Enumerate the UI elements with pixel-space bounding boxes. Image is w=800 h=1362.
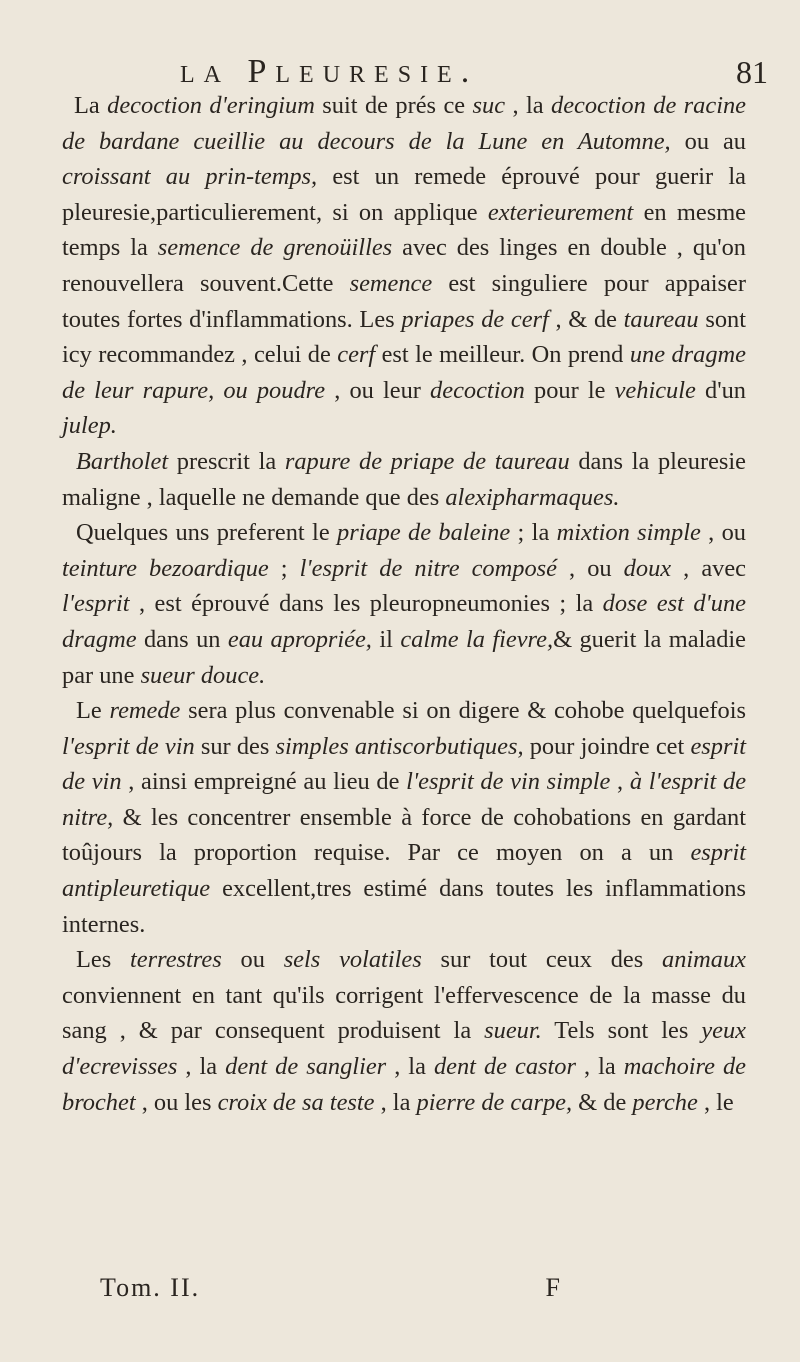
roman-text: Quelques uns preferent le bbox=[76, 519, 338, 547]
paragraph bbox=[62, 942, 746, 1120]
italic-text: yeux d'ecrevisses bbox=[62, 1017, 746, 1081]
italic-text: animaux bbox=[662, 946, 746, 974]
paragraph bbox=[62, 444, 746, 515]
italic-text: alexipharmaques. bbox=[445, 483, 620, 511]
roman-text: , est éprouvé dans les pleuropneumonies ; la bbox=[129, 590, 603, 618]
signature-mark: F bbox=[545, 1273, 560, 1302]
italic-text: vehicule bbox=[614, 376, 696, 404]
roman-text: Le bbox=[76, 697, 110, 725]
italic-text: dent de sanglier bbox=[225, 1053, 387, 1081]
roman-text: dans un bbox=[136, 625, 228, 653]
italic-text: priapes de cerf bbox=[401, 305, 549, 333]
roman-text: sur tout ceux des bbox=[421, 946, 662, 974]
italic-text: semence de grenoüilles bbox=[157, 234, 393, 262]
italic-text: semence bbox=[349, 269, 433, 297]
roman-text: sont icy recommandez , celui de bbox=[62, 305, 746, 369]
italic-text: mixtion simple bbox=[556, 519, 701, 547]
roman-text: ou bbox=[221, 946, 284, 974]
italic-text: eau apropriée, bbox=[227, 625, 372, 653]
italic-text: taureau bbox=[623, 305, 699, 333]
roman-text: , la bbox=[386, 1053, 434, 1081]
roman-text: ; bbox=[268, 554, 300, 582]
roman-text: , bbox=[610, 768, 630, 796]
roman-text: ; la bbox=[510, 519, 557, 547]
italic-text: machoire de brochet bbox=[62, 1053, 746, 1116]
roman-text: prescrit la bbox=[168, 447, 285, 475]
roman-text: , & de bbox=[548, 305, 624, 333]
roman-text: est le meilleur. On prend bbox=[375, 341, 630, 369]
roman-text: & de bbox=[572, 1088, 633, 1116]
italic-text: doux bbox=[623, 554, 672, 582]
roman-text: , ou leur bbox=[325, 376, 431, 404]
italic-text: pierre de carpe, bbox=[416, 1088, 573, 1116]
roman-text: , la bbox=[177, 1053, 226, 1081]
roman-text: dans la pleuresie maligne , laquelle ne demande que des bbox=[62, 447, 746, 511]
roman-text: pour joindre cet bbox=[523, 732, 691, 760]
roman-text: Les bbox=[76, 946, 131, 974]
italic-text: croix de sa teste bbox=[217, 1088, 375, 1116]
page-header bbox=[180, 52, 800, 92]
italic-text: une dragme de leur rapure, ou poudre bbox=[62, 341, 746, 404]
roman-text: , avec bbox=[671, 554, 747, 582]
italic-text: rapure de priape de taureau bbox=[284, 447, 570, 475]
roman-text: sur des bbox=[194, 732, 276, 760]
roman-text: est singuliere pour appaiser toutes fortes d'inflammations. Les bbox=[62, 269, 746, 333]
italic-text: sueur. bbox=[484, 1017, 542, 1045]
roman-text: , la bbox=[374, 1088, 417, 1116]
roman-text: pour le bbox=[524, 376, 615, 404]
italic-text: cerf bbox=[337, 341, 376, 369]
volume-marker: Tom. II. bbox=[100, 1273, 201, 1302]
italic-text: esprit de vin bbox=[62, 732, 746, 796]
paragraph bbox=[62, 515, 746, 693]
italic-text: julep. bbox=[62, 412, 117, 440]
roman-text: d'un bbox=[695, 376, 746, 404]
italic-text: remede bbox=[109, 697, 181, 725]
italic-text: l'esprit de vin bbox=[62, 732, 195, 760]
italic-text: calme la fievre, bbox=[400, 625, 554, 653]
page-number: 81 bbox=[736, 54, 768, 90]
paragraph bbox=[62, 88, 746, 444]
roman-text: & guerit la maladie par une bbox=[62, 625, 746, 689]
italic-text: sueur douce. bbox=[140, 661, 266, 689]
roman-text: en mesme temps la bbox=[62, 198, 746, 262]
italic-text: decoction d'eringium bbox=[107, 92, 315, 119]
roman-text: suit de prés ce bbox=[314, 92, 473, 119]
body-text bbox=[62, 88, 746, 1120]
italic-text: perche bbox=[632, 1088, 698, 1116]
page-footer bbox=[100, 1270, 560, 1306]
italic-text: croissant au prin-temps, bbox=[62, 163, 318, 191]
italic-text: terrestres bbox=[130, 946, 222, 974]
roman-text: & les concentrer ensemble à force de cohobations en gardant toûjours la proportion requise. Par ce moyen on a un bbox=[62, 803, 746, 867]
italic-text: simples antiscorbutiques, bbox=[275, 732, 524, 760]
italic-text: à l'esprit de nitre, bbox=[62, 768, 747, 831]
italic-text: decoction bbox=[430, 376, 525, 404]
roman-text: conviennent en tant qu'ils corrigent l'effervescence de la masse du sang , & par consequent produisent la bbox=[62, 981, 746, 1045]
italic-text: dent de castor bbox=[433, 1053, 576, 1081]
italic-text: l'esprit bbox=[62, 590, 130, 618]
italic-text: sels volatiles bbox=[283, 946, 422, 974]
roman-text: ou au bbox=[670, 127, 746, 155]
italic-text: dose est d'une dragme bbox=[62, 590, 746, 653]
italic-text: decoction de racine de bardane cueillie au decours de la Lune en Automne, bbox=[62, 92, 746, 155]
roman-text: , ou bbox=[556, 554, 624, 582]
roman-text: La bbox=[74, 92, 108, 119]
roman-text: , ou les bbox=[135, 1088, 218, 1116]
roman-text: excellent,tres estimé dans toutes les inflammations internes. bbox=[62, 875, 746, 938]
italic-text: esprit antipleuretique bbox=[62, 839, 746, 903]
italic-text: teinture bezoardique bbox=[62, 554, 269, 582]
roman-text: , ainsi empreigné au lieu de bbox=[121, 768, 407, 796]
italic-text: exterieurement bbox=[487, 198, 634, 226]
roman-text: , la bbox=[505, 92, 552, 119]
roman-text: , la bbox=[575, 1053, 624, 1081]
roman-text: il bbox=[371, 625, 401, 653]
roman-text: , le bbox=[697, 1088, 734, 1116]
roman-text: sera plus convenable si on digere & cohobe quelquefois bbox=[180, 697, 746, 725]
running-title: la Pleuresie. bbox=[180, 53, 479, 90]
italic-text: Bartholet bbox=[76, 447, 169, 475]
roman-text: , ou bbox=[700, 519, 746, 547]
roman-text: Tels sont les bbox=[541, 1017, 702, 1045]
italic-text: suc bbox=[472, 92, 506, 119]
italic-text: l'esprit de nitre composé bbox=[299, 554, 557, 582]
italic-text: priape de baleine bbox=[337, 519, 511, 547]
paragraph bbox=[62, 693, 746, 942]
roman-text: est un remede éprouvé pour guerir la pleuresie,particulierement, si on applique bbox=[62, 163, 746, 226]
italic-text: l'esprit de vin simple bbox=[406, 768, 611, 796]
roman-text: avec des linges en double , qu'on renouvellera souvent.Cette bbox=[62, 234, 746, 297]
